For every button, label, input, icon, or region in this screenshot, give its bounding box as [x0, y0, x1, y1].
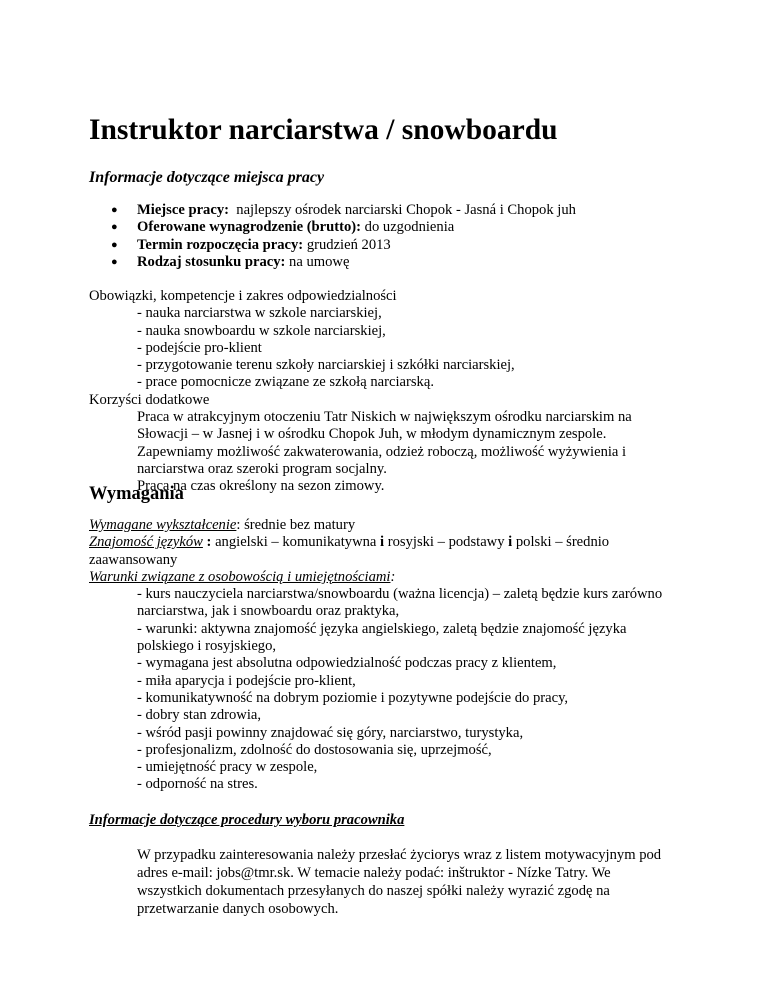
- workplace-info-list: [89, 202, 576, 271]
- education-value: : średnie bez matury: [236, 517, 356, 533]
- conditions-label: Warunki związane z osobowością i umiejętnościami: [89, 568, 391, 585]
- list-item: [89, 219, 576, 236]
- list-item: - wymagana jest absolutna odpowiedzialność podczas pracy z klientem,: [137, 655, 557, 672]
- benefits-paragraph: Praca w atrakcyjnym otoczeniu Tatr Niskich w największym ośrodku narciarskim na Słowacji – w Jasnej i w ośrodku Chopok Juh, w młodym dynamicznym zespole. Zapewniamy możliwość zakwaterowania, odzież roboczą, możliwość wyżywienia i narciarstwa oraz szeroki program socjalny.: [137, 409, 632, 477]
- languages-part1: angielski – komunikatywna: [215, 534, 381, 551]
- page-title: Instruktor narciarstwa / snowboardu: [89, 114, 558, 146]
- languages-line: [89, 534, 649, 569]
- bullet-icon: ●: [111, 255, 118, 268]
- detail-value: grudzień 2013: [303, 236, 391, 253]
- list-item: - prace pomocnicze związane ze szkołą narciarską.: [137, 374, 434, 391]
- list-item: - warunki: aktywna znajomość języka angielskiego, zaletą będzie znajomość języka polskiego i rosyjskiego,: [137, 620, 627, 655]
- list-item: - wśród pasji powinny znajdować się góry, narciarstwo, turystyka,: [137, 724, 524, 741]
- duties-heading: Obowiązki, kompetencje i zakres odpowiedzialności: [89, 288, 397, 304]
- bullet-icon: ●: [111, 238, 118, 251]
- list-item: [89, 202, 576, 219]
- detail-value: do uzgodnienia: [361, 219, 455, 236]
- list-item: - przygotowanie terenu szkoły narciarskiej i szkółki narciarskiej,: [137, 357, 515, 374]
- selection-heading: Informacje dotyczące procedury wyboru pracownika: [89, 812, 405, 828]
- list-item: - komunikatywność na dobrym poziomie i pozytywne podejście do pracy,: [137, 689, 569, 706]
- detail-label: Termin rozpoczęcia pracy:: [137, 236, 304, 253]
- detail-label: Rodzaj stosunku pracy:: [137, 253, 286, 270]
- list-item: - profesjonalizm, zdolność do dostosowania się, uprzejmość,: [137, 741, 492, 758]
- detail-label: Miejsce pracy:: [137, 202, 229, 218]
- benefits-paragraph-2: Praca na czas określony na sezon zimowy.: [137, 478, 385, 495]
- list-item: - umiejętność pracy w zespole,: [137, 759, 318, 776]
- languages-and-2: i: [508, 534, 513, 551]
- languages-part3: polski – średnio zaawansowany: [89, 534, 610, 568]
- conditions-colon: :: [390, 568, 396, 585]
- bullet-icon: ●: [111, 221, 118, 234]
- list-item: - nauka snowboardu w szkole narciarskiej,: [137, 322, 386, 339]
- languages-separator: :: [202, 534, 216, 551]
- detail-value: najlepszy ośrodek narciarski Chopok - Jasná i Chopok juh: [228, 202, 576, 218]
- list-item: - kurs nauczyciela narciarstwa/snowboardu (ważna licencja) – zaletą będzie kurs zarówno narciarstwa, jak i snowboardu oraz praktyka,: [137, 586, 663, 620]
- list-item: - miła aparycja i podejście pro-klient,: [137, 672, 356, 689]
- education-line: [89, 517, 669, 534]
- bullet-icon: ●: [111, 204, 118, 216]
- languages-part2: rosyjski – podstawy: [384, 534, 509, 551]
- requirements-heading: Wymagania: [89, 484, 184, 504]
- duties-section: [89, 288, 689, 496]
- requirements-section: [89, 517, 669, 794]
- selection-section: [89, 812, 689, 918]
- benefits-heading: Korzyści dodatkowe: [89, 391, 210, 408]
- conditions-line: [89, 569, 669, 586]
- detail-value: na umowę: [285, 253, 350, 270]
- selection-paragraph: W przypadku zainteresowania należy przesłać życiorys wraz z listem motywacyjnym pod adres e-mail: jobs@tmr.sk. W temacie należy podać: inštruktor - Nízke Tatry. We wszystkich dokumentach przesyłanych do naszej spółki należy wyrazić zgodę na przetwarzanie danych osobowych.: [137, 847, 662, 918]
- list-item: - dobry stan zdrowia,: [137, 707, 262, 724]
- languages-and-1: i: [380, 534, 385, 551]
- list-item: [89, 254, 576, 271]
- detail-label: Oferowane wynagrodzenie (brutto):: [137, 219, 362, 236]
- list-item: - nauka narciarstwa w szkole narciarskiej,: [137, 305, 382, 322]
- list-item: [89, 237, 576, 254]
- education-label: Wymagane wykształcenie: [89, 517, 237, 533]
- list-item: - podejście pro-klient: [137, 339, 262, 356]
- workplace-info-heading: Informacje dotyczące miejsca pracy: [89, 169, 325, 186]
- languages-label: Znajomość języków: [89, 534, 203, 551]
- list-item: - odporność na stres.: [137, 776, 258, 793]
